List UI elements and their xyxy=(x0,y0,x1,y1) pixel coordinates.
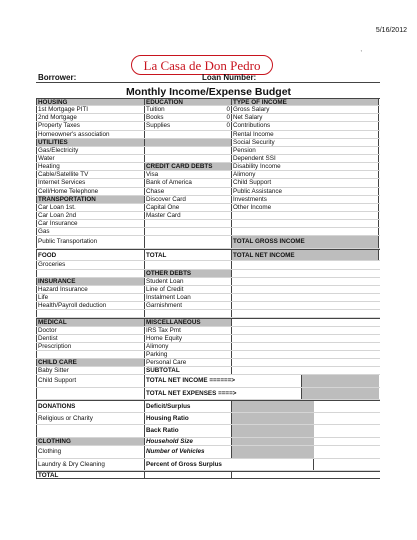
housing-ratio-box xyxy=(232,413,314,425)
housing-item: Property Taxes xyxy=(36,122,145,129)
vehicles-label: Number of Vehicles xyxy=(145,446,232,458)
total-net-income-arrow: TOTAL NET INCOME ======> xyxy=(145,375,302,387)
education-item: Books 0 xyxy=(146,114,230,122)
table-row xyxy=(36,204,380,212)
clothing-item: Laundry & Dry Cleaning xyxy=(36,459,145,471)
housing-item: 1st Mortgage PITI xyxy=(36,106,145,113)
income-header: TYPE OF INCOME xyxy=(232,99,379,105)
budget-table xyxy=(36,98,380,479)
other-debts-item: Line of Credit xyxy=(145,286,232,293)
table-row xyxy=(36,438,380,446)
deficit-surplus-label: Deficit/Surplus xyxy=(145,401,232,412)
table-row xyxy=(36,425,380,438)
table-row xyxy=(36,446,380,459)
page-title: Monthly Income/Expense Budget xyxy=(125,86,292,98)
company-logo: La Casa de Don Pedro xyxy=(131,55,273,75)
housing-header: HOUSING xyxy=(36,99,145,105)
education-header: EDUCATION xyxy=(145,99,232,105)
table-row xyxy=(36,400,380,413)
table-row xyxy=(36,302,380,310)
income-item: Child Support xyxy=(232,179,379,186)
income-item: Public Assistance xyxy=(232,188,379,195)
table-row xyxy=(36,147,380,155)
other-debts-item: Garnishment xyxy=(145,302,232,309)
childcare-item: Baby Sitter xyxy=(36,367,145,374)
insurance-header: INSURANCE xyxy=(36,278,145,285)
utilities-item: Internet Services xyxy=(36,179,145,186)
table-row xyxy=(36,228,380,236)
grand-total-label: TOTAL xyxy=(36,472,145,478)
income-item: Rental Income xyxy=(232,131,379,138)
table-row xyxy=(36,351,380,359)
housing-ratio-label: Housing Ratio xyxy=(145,413,232,425)
table-row xyxy=(36,367,380,375)
credit-item: Visa xyxy=(145,171,232,178)
net-income-value-box xyxy=(302,375,379,387)
credit-total: TOTAL xyxy=(145,250,232,261)
table-row xyxy=(36,327,380,335)
table-row xyxy=(36,212,380,220)
utilities-item: Water xyxy=(36,155,145,162)
table-row xyxy=(36,471,380,479)
table-row xyxy=(36,171,380,179)
table-row xyxy=(36,155,380,163)
credit-header: CREDIT CARD DEBTS xyxy=(145,163,232,170)
childcare-header: CHILD CARE xyxy=(36,359,145,366)
food-item: Groceries xyxy=(36,261,145,268)
table-row xyxy=(36,98,380,106)
table-row xyxy=(36,139,380,147)
percent-surplus-label: Percent of Gross Surplus xyxy=(145,459,314,471)
misc-item: Personal Care xyxy=(145,359,232,366)
credit-item: Capital One xyxy=(145,204,232,211)
income-item: Social Security xyxy=(232,139,379,146)
medical-item: Dentist xyxy=(36,335,145,342)
table-row xyxy=(36,163,380,171)
income-item: Net Salary xyxy=(232,114,379,121)
income-item: Dependent SSI xyxy=(232,155,379,162)
income-item: Other Income xyxy=(232,204,379,211)
credit-item: Chase xyxy=(145,188,232,195)
transportation-item: Public Transportation xyxy=(36,236,145,248)
transportation-item: Car Loan 1st. xyxy=(36,204,145,211)
household-size-label: Household Size xyxy=(145,438,232,445)
housing-item: Homeowner's association xyxy=(36,131,145,138)
income-item: Disability Income xyxy=(232,163,379,170)
food-header: FOOD xyxy=(36,250,145,261)
utilities-item: Cable/Satellite TV xyxy=(36,171,145,178)
utilities-item: Gas/Electricity xyxy=(36,147,145,154)
total-net-expenses-arrow: TOTAL NET EXPENSES ====> xyxy=(145,388,302,400)
education-value: 0 xyxy=(226,106,230,114)
table-row xyxy=(36,278,380,286)
misc-item: IRS Tax Pmt xyxy=(145,327,232,334)
education-value: 0 xyxy=(226,114,230,122)
loan-number-label: Loan Number: xyxy=(202,73,257,82)
income-item: Alimony xyxy=(232,171,379,178)
other-debts-header: OTHER DEBTS xyxy=(145,270,232,277)
income-item: Investments xyxy=(232,196,379,203)
clothing-item: Clothing xyxy=(36,446,145,458)
print-date: 5/16/2012 xyxy=(375,27,407,34)
table-row xyxy=(36,220,380,228)
table-row xyxy=(36,413,380,426)
table-row xyxy=(36,122,380,130)
table-row xyxy=(36,188,380,196)
table-row xyxy=(36,294,380,302)
total-net-income: TOTAL NET INCOME xyxy=(232,250,379,261)
table-row xyxy=(36,114,380,122)
vehicles-box xyxy=(232,446,314,458)
donations-header: DONATIONS xyxy=(36,401,145,412)
table-row xyxy=(36,196,380,204)
table-row xyxy=(36,286,380,294)
page-mark: , xyxy=(360,47,362,53)
credit-item: Bank of America xyxy=(145,179,232,186)
medical-item: Doctor xyxy=(36,327,145,334)
transportation-item: Gas xyxy=(36,228,145,235)
total-gross-income: TOTAL GROSS INCOME xyxy=(232,236,379,248)
table-row xyxy=(36,359,380,367)
table-row xyxy=(36,388,380,401)
table-row xyxy=(36,131,380,139)
childcare-item: Child Support xyxy=(36,375,145,387)
other-debts-item: Instalment Loan xyxy=(145,294,232,301)
income-item: Pension xyxy=(232,147,379,154)
header-rule xyxy=(36,82,380,83)
back-ratio-label: Back Ratio xyxy=(145,425,232,437)
table-row xyxy=(36,270,380,278)
transportation-header: TRANSPORTATION xyxy=(36,196,145,203)
insurance-item: Health/Payroll deduction xyxy=(36,302,145,309)
table-row xyxy=(36,106,380,114)
table-row xyxy=(36,179,380,187)
insurance-item: Hazard Insurance xyxy=(36,286,145,293)
education-item: Tuition 0 xyxy=(146,106,230,114)
utilities-header: UTILITIES xyxy=(36,139,145,146)
table-row xyxy=(36,343,380,351)
misc-header: MISCELLANEOUS xyxy=(145,319,232,325)
income-item: Gross Salary xyxy=(232,106,379,113)
utilities-item: Cell/Home Telephone xyxy=(36,188,145,195)
table-row xyxy=(36,318,380,326)
education-value: 0 xyxy=(226,122,230,130)
education-item: Supplies 0 xyxy=(146,122,230,130)
misc-item: Alimony xyxy=(145,343,232,350)
transportation-item: Car Loan 2nd xyxy=(36,212,145,219)
insurance-item: Life xyxy=(36,294,145,301)
income-item: Contributions xyxy=(232,122,379,129)
table-row xyxy=(36,459,380,472)
medical-header: MEDICAL xyxy=(36,319,145,325)
borrower-label: Borrower: xyxy=(38,73,77,82)
table-row xyxy=(36,261,380,269)
table-row xyxy=(36,249,380,262)
subtotal-label: SUBTOTAL xyxy=(145,367,232,374)
table-row xyxy=(36,236,380,249)
credit-item: Discover Card xyxy=(145,196,232,203)
medical-item: Prescription xyxy=(36,343,145,350)
back-ratio-box xyxy=(232,425,314,437)
credit-item: Master Card xyxy=(145,212,232,219)
misc-item: Home Equity xyxy=(145,335,232,342)
table-row xyxy=(36,335,380,343)
housing-item: 2nd Mortgage xyxy=(36,114,145,121)
misc-item: Parking xyxy=(145,351,232,358)
household-size-box xyxy=(232,438,314,445)
table-row xyxy=(36,375,380,388)
donations-item: Religious or Charity xyxy=(36,413,145,425)
table-row xyxy=(36,310,380,318)
deficit-surplus-box xyxy=(232,401,314,412)
net-expenses-value-box xyxy=(302,388,379,400)
utilities-item: Heating xyxy=(36,163,145,170)
clothing-header: CLOTHING xyxy=(36,438,145,445)
other-debts-item: Student Loan xyxy=(145,278,232,285)
transportation-item: Car Insurance xyxy=(36,220,145,227)
